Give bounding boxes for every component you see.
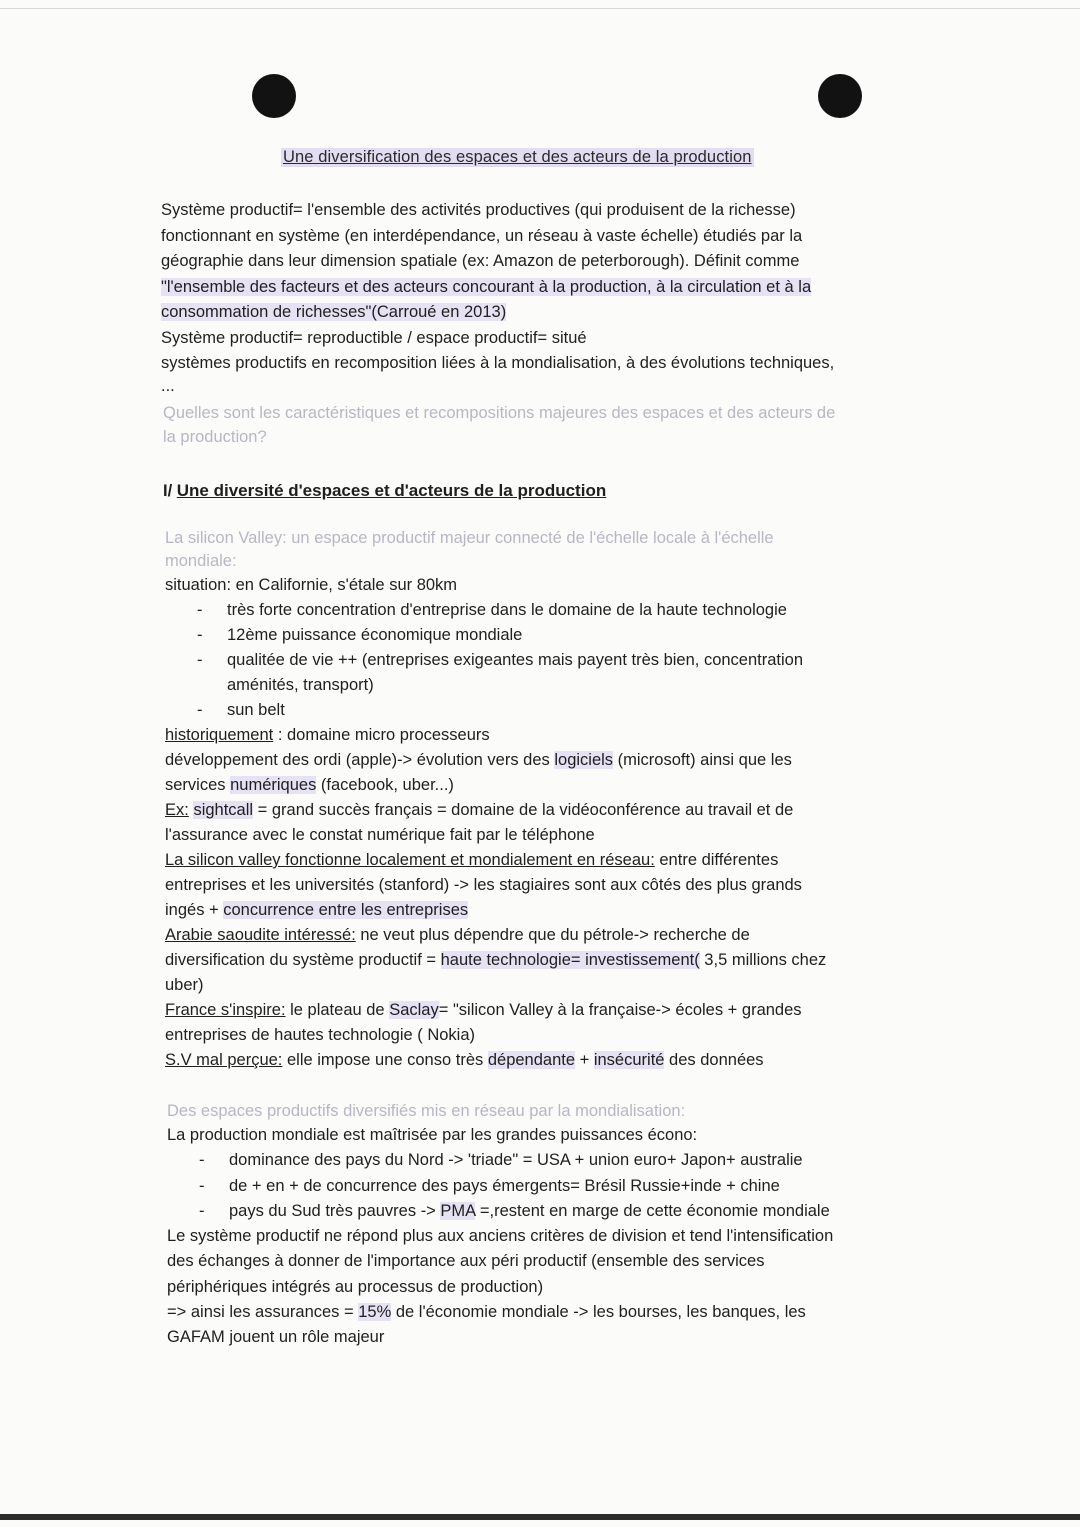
dev-line [165, 748, 826, 773]
list-item: - très forte concentration d'entreprise dans le domaine de la haute technologie [165, 598, 826, 623]
history-label: historiquement [165, 726, 274, 744]
problematique [163, 401, 835, 449]
highlight-sightcall: sightcall [193, 801, 254, 819]
arabia-line [165, 923, 826, 948]
intro-line [161, 275, 834, 301]
france-line [165, 998, 826, 1023]
list-item: - sun belt [165, 698, 826, 723]
example-label: Ex: [165, 801, 189, 819]
insurance-text: de l'économie mondiale -> les bourses, les banques, les [391, 1303, 806, 1322]
network-text: entre différentes [654, 851, 779, 869]
highlight-logiciels: logiciels [554, 751, 614, 769]
intro-line [161, 300, 834, 326]
list-item-text: qualitée de vie ++ (entreprises exigeantes mais payent très bien, concentration [227, 651, 804, 669]
list-item-text: =,restent en marge de cette économie mondiale [475, 1201, 830, 1220]
list-item [167, 1199, 833, 1224]
system-line: Le système productif ne répond plus aux anciens critères de division et tend l'intensification [167, 1227, 834, 1246]
network-text: ingés + [165, 901, 224, 919]
perception-text: des données [664, 1051, 764, 1069]
highlight-dependante: dépendante [487, 1051, 576, 1069]
subheading-line: mondiale: [165, 552, 237, 570]
highlight-insecurite: insécurité [593, 1051, 665, 1069]
highlight-quote-end: consommation de richesses"(Carroué en 2013) [161, 303, 507, 321]
list-item-continuation [165, 673, 826, 698]
highlight-saclay: Saclay [389, 1001, 439, 1019]
highlight-percentage: 15% [358, 1303, 392, 1322]
situation-line: situation: en Californie, s'étale sur 80km [165, 576, 458, 594]
intro-line: Système productif= reproductible / espace productif= situé [161, 328, 587, 347]
list-item [165, 648, 826, 673]
highlight-pma: PMA [440, 1201, 476, 1220]
list-item: - de + en + de concurrence des pays émergents= Brésil Russie+inde + chine [167, 1174, 833, 1199]
network-line-2: entreprises et les universités (stanford) -> les stagiaires sont aux côtés des plus grands [165, 876, 802, 894]
history-line [165, 723, 826, 748]
problem-line: la production? [163, 428, 267, 446]
list-item: - 12ème puissance économique mondiale [165, 623, 826, 648]
section-heading-1 [163, 478, 606, 505]
highlight-quote: "l'ensemble des facteurs et des acteurs concourant à la production, à la circulation et à la [161, 277, 812, 296]
powers-bullet-list [167, 1148, 833, 1224]
history-text: : domaine micro processeurs [273, 726, 490, 744]
arabia-line-2 [165, 948, 826, 973]
system-line: des échanges à donner de l'importance aux péri productif (ensemble des services [167, 1252, 765, 1271]
section-title: Une diversité d'espaces et d'acteurs de la production [176, 481, 607, 500]
france-text: = "silicon Valley à la française-> écoles + grandes [438, 1001, 802, 1019]
page-bottom-edge [0, 1514, 1080, 1520]
example-text: = grand succès français = domaine de la vidéoconférence au travail et de [253, 801, 794, 819]
intro-line: fonctionnant en système (en interdépendance, un réseau à vaste échelle) étudiés par la [161, 226, 803, 245]
list-item-text: aménités, transport) [227, 676, 374, 694]
dev-text: (microsoft) ainsi que les [613, 751, 792, 769]
perception-text: + [575, 1051, 594, 1069]
highlight-haute-technologie: haute technologie= investissement( [440, 951, 700, 969]
insurance-text: => ainsi les assurances = [167, 1303, 359, 1322]
intro-line: géographie dans leur dimension spatiale (ex: Amazon de peterborough). Définit comme [161, 252, 800, 270]
perception-label: S.V mal perçue: [165, 1051, 283, 1069]
arabia-label: Arabie saoudite intéressé: [165, 926, 356, 944]
diversified-spaces-block [167, 1100, 833, 1351]
intro-line: systèmes productifs en recomposition liées à la mondialisation, à des évolutions techniques, [161, 354, 835, 372]
dev-text: (facebook, uber...) [316, 776, 454, 794]
intro-ellipsis: ... [161, 376, 175, 395]
list-item: - dominance des pays du Nord -> 'triade" = USA + union euro+ Japon+ australie [167, 1148, 833, 1173]
highlight-numeriques: numériques [230, 776, 317, 794]
punch-hole-right [818, 74, 862, 118]
page-title: Une diversification des espaces et des acteurs de la production [283, 148, 752, 166]
france-text: le plateau de [285, 1001, 390, 1019]
list-item-text: pays du Sud très pauvres -> [229, 1201, 441, 1220]
page-top-edge [0, 8, 1080, 9]
intro-line: Système productif= l'ensemble des activités productives (qui produisent de la richesse) [161, 201, 796, 219]
perception-line [165, 1048, 826, 1073]
problem-line: Quelles sont les caractéristiques et recompositions majeures des espaces et des acteurs de [163, 404, 836, 422]
network-line [165, 848, 826, 873]
france-label: France s'inspire: [165, 1001, 286, 1019]
subheading-line: La silicon Valley: un espace productif majeur connecté de l'échelle locale à l'échelle [165, 529, 774, 547]
dev-text: services [165, 776, 231, 794]
insurance-line [167, 1300, 833, 1325]
intro-paragraph [161, 198, 834, 395]
example-line [165, 798, 826, 823]
perception-text: elle impose une conso très [282, 1051, 488, 1069]
dev-text: développement des ordi (apple)-> évolution vers des [165, 751, 555, 769]
dev-line-2 [165, 773, 826, 798]
system-line: périphériques intégrés au processus de production) [167, 1277, 544, 1296]
gafam-line: GAFAM jouent un rôle majeur [167, 1328, 385, 1347]
network-line-3 [165, 898, 826, 923]
arabia-text: ne veut plus dépendre que du pétrole-> recherche de [355, 926, 750, 944]
silicon-valley-block [165, 527, 826, 1073]
production-line: La production mondiale est maîtrisée par les grandes puissances écono: [167, 1126, 698, 1144]
punch-hole-left [252, 74, 296, 118]
example-line-2: l'assurance avec le constat numérique fait par le téléphone [165, 826, 595, 844]
arabia-line-3: uber) [165, 976, 204, 994]
subheading-line: Des espaces productifs diversifiés mis en réseau par la mondialisation: [167, 1102, 686, 1120]
arabia-text: diversification du système productif = [165, 951, 441, 969]
sv-bullet-list [165, 598, 826, 723]
france-line-2: entreprises de hautes technologie ( Nokia) [165, 1026, 476, 1044]
section-number: I/ [163, 482, 173, 500]
highlight-concurrence: concurrence entre les entreprises [223, 901, 469, 919]
arabia-text: 3,5 millions chez [699, 951, 827, 969]
network-label: La silicon valley fonctionne localement et mondialement en réseau: [165, 851, 655, 869]
